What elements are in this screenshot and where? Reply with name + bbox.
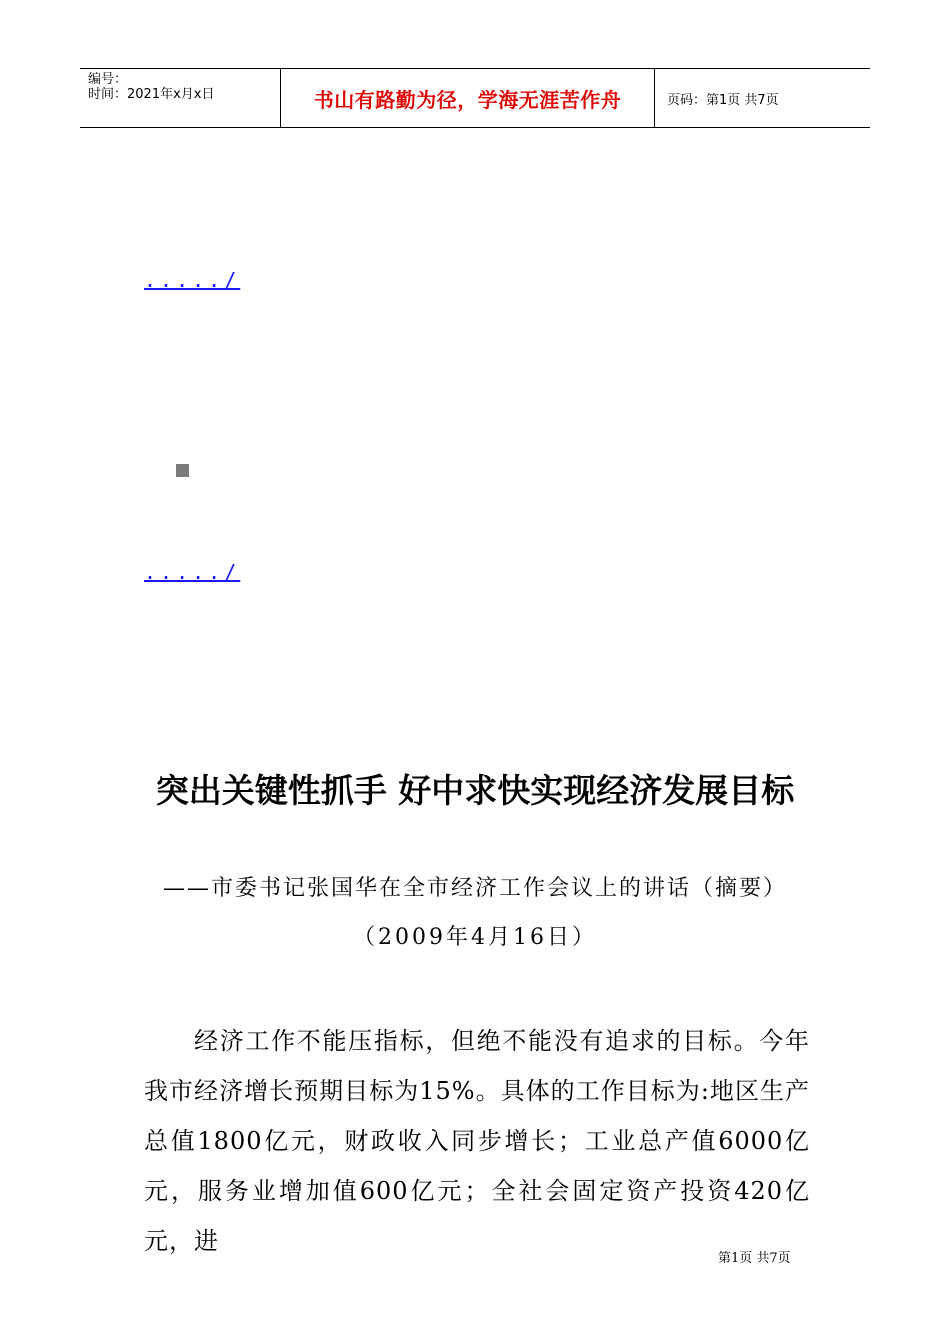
page-header: [80, 68, 870, 128]
document-date: （2009年4月16日）: [353, 925, 597, 950]
number-label: 编号：: [88, 72, 128, 87]
dots-link-1[interactable]: ...../: [144, 268, 241, 292]
body-paragraph: 经济工作不能压指标，但绝不能没有追求的目标。今年我市经济增长预期目标为15%。具体的工作目标为:地区生产总值1800亿元，财政收入同步增长；工业总产值6000亿元，服务业增加值600亿元；全社会固定资产投资420亿元，进: [144, 1027, 810, 1255]
header-meta: [80, 69, 281, 127]
square-bullet-icon: [176, 464, 189, 477]
time-label: 时间：2021年x月x日: [88, 87, 215, 102]
header-page-info: 页码：第1页 共7页: [667, 92, 779, 108]
footer-page-info: 第1页 共7页: [718, 1251, 791, 1266]
document-title: 突出关键性抓手 好中求快实现经济发展目标: [155, 771, 795, 810]
header-motto: 书山有路勤为径，学海无涯苦作舟: [281, 69, 655, 127]
dots-link-2[interactable]: ...../: [144, 560, 241, 584]
document-subtitle: ——市委书记张国华在全市经济工作会议上的讲话（摘要）: [162, 876, 787, 901]
